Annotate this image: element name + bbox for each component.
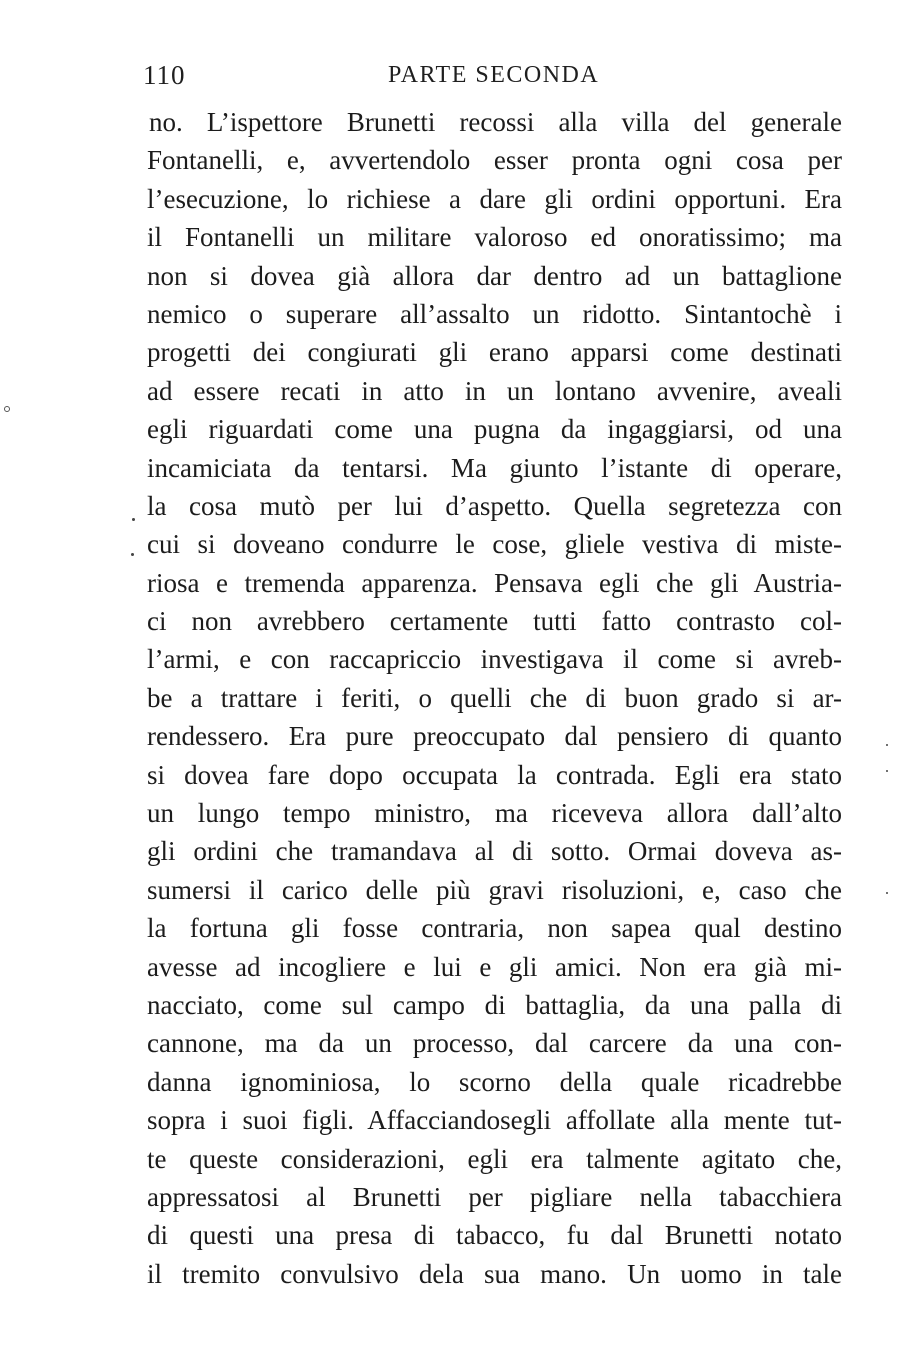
text-line: l’esecuzione, lo richiese a dare gli ordini opportuni. Era <box>147 183 842 214</box>
text-line: appressatosi al Brunetti per pigliare nella tabacchiera <box>147 1181 842 1212</box>
text-line: incamiciata da tentarsi. Ma giunto l’istante di operare, <box>147 452 842 483</box>
text-line: un lungo tempo ministro, ma riceveva allora dall’alto <box>147 798 842 829</box>
text-line: Fontanelli, e, avvertendolo esser pronta ogni cosa per <box>147 145 842 176</box>
scan-speck <box>886 744 888 746</box>
scan-speck <box>132 518 135 521</box>
text-line: la cosa mutò per lui d’aspetto. Quella segretezza con <box>147 490 842 521</box>
scan-speck <box>886 770 888 772</box>
text-line: sopra i suoi figli. Affacciandosegli affollate alla mente tut- <box>147 1105 842 1136</box>
text-line: cannone, ma da un processo, dal carcere da una con- <box>147 1028 842 1059</box>
scan-speck <box>4 406 10 412</box>
text-line: nemico o superare all’assalto un ridotto. Sintantochè i <box>147 298 842 329</box>
text-line: no. L’ispettore Brunetti recossi alla villa del generale <box>149 107 842 137</box>
text-line: riosa e tremenda apparenza. Pensava egli che gli Austria- <box>147 567 842 598</box>
body-text <box>147 103 842 1293</box>
text-line: progetti dei congiurati gli erano apparsi come destinati <box>147 337 842 368</box>
text-line: be a trattare i feriti, o quelli che di buon grado si ar- <box>147 682 842 713</box>
text-line: ad essere recati in atto in un lontano avvenire, aveali <box>147 375 842 406</box>
text-line: avesse ad incogliere e lui e gli amici. Non era già mi- <box>147 951 842 982</box>
scan-speck <box>886 892 888 894</box>
text-line: rendessero. Era pure preoccupato dal pensiero di quanto <box>147 721 842 752</box>
page-number: 110 <box>143 60 186 90</box>
text-line: egli riguardati come una pugna da ingaggiarsi, od una <box>147 414 842 445</box>
text-line: non si dovea già allora dar dentro ad un battaglione <box>147 260 842 291</box>
text-line: cui si doveano condurre le cose, gliele vestiva di miste- <box>147 529 842 560</box>
text-line: danna ignominiosa, lo scorno della quale ricadrebbe <box>147 1066 842 1097</box>
text-line: nacciato, come sul campo di battaglia, da una palla di <box>147 989 842 1020</box>
running-head: PARTE SECONDA <box>388 62 600 88</box>
text-line: gli ordini che tramandava al di sotto. Ormai doveva as- <box>147 836 842 867</box>
page-header <box>143 60 843 100</box>
scan-speck <box>131 553 134 556</box>
text-line: la fortuna gli fosse contraria, non sapea qual destino <box>147 913 842 944</box>
text-line: te queste considerazioni, egli era talmente agitato che, <box>147 1143 842 1174</box>
text-line: il tremito convulsivo dela sua mano. Un uomo in tale <box>147 1258 842 1289</box>
text-line: si dovea fare dopo occupata la contrada. Egli era stato <box>147 759 842 790</box>
text-line: sumersi il carico delle più gravi risoluzioni, e, caso che <box>147 874 842 905</box>
text-line: ci non avrebbero certamente tutti fatto contrasto col- <box>147 606 842 637</box>
text-line: il Fontanelli un militare valoroso ed onoratissimo; ma <box>147 222 842 253</box>
text-line: di questi una presa di tabacco, fu dal Brunetti notato <box>147 1220 842 1251</box>
text-line: l’armi, e con raccapriccio investigava il come si avreb- <box>147 644 842 675</box>
